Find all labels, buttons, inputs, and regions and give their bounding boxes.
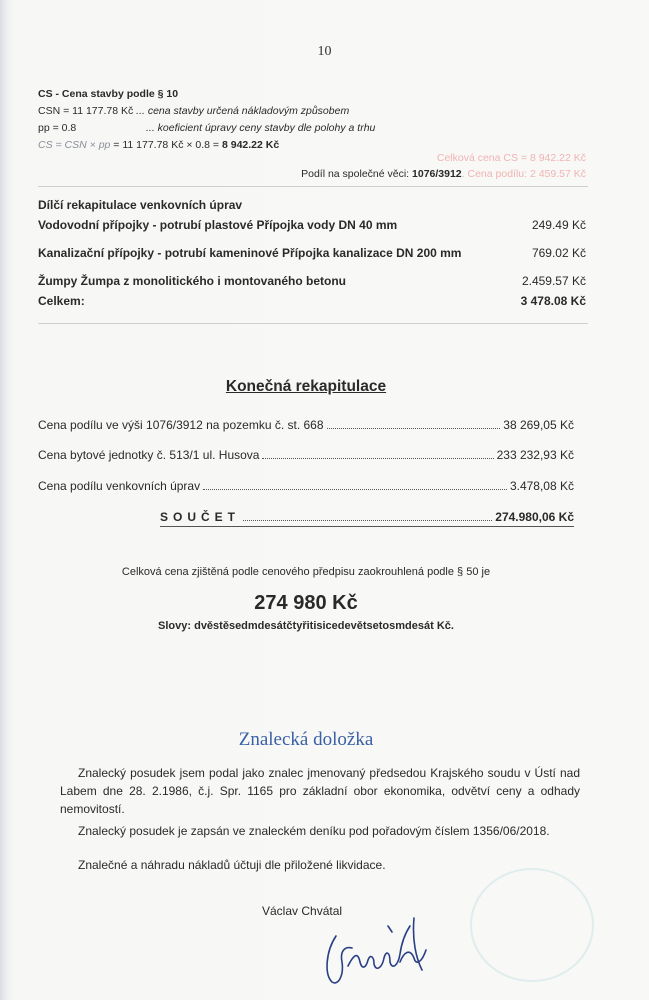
dilci-row	[38, 271, 586, 291]
dilci-rekapitulace	[38, 196, 586, 311]
dilci-total-label: Celkem:	[38, 293, 85, 308]
sum-value: 274.980,06 Kč	[495, 510, 574, 524]
total-amount: 274 980 Kč	[254, 592, 358, 614]
final-row-label: Cena bytové jednotky č. 513/1 ul. Husova	[38, 448, 260, 462]
cs-result-bold: 8 942.22 Kč	[221, 139, 280, 151]
cs-result: = 11 177.78 Kč × 0.8 =	[110, 139, 222, 151]
pp-note: ... koeficient úpravy ceny stavby dle polohy a trhu	[146, 122, 376, 134]
dot-leader	[262, 449, 493, 459]
dilci-total-value: 3 478.08 Kč	[520, 294, 586, 308]
dilci-title: Dílčí rekapitulace venkovních úprav	[38, 198, 243, 212]
final-row	[38, 448, 574, 462]
share-line	[301, 166, 586, 182]
final-row-label: Cena podílu venkovních úprav	[38, 479, 201, 493]
share-price: . Cena podílu: 2 459.57 Kč	[461, 168, 586, 180]
dot-leader	[243, 511, 492, 521]
signature-image	[318, 896, 438, 991]
pp-value: pp = 0.8	[38, 122, 77, 134]
final-row-value: 3.478,08 Kč	[509, 479, 574, 493]
cs-title: CS - Cena stavby podle § 10	[38, 88, 179, 100]
cs-section	[38, 86, 588, 154]
total-intro: Celková cena zjištěná podle cenového předpisu zaokrouhlená podle § 50 je	[121, 566, 491, 578]
total-words: Slovy: dvěstěsedmdesátčtyřitisicedevětsetosmdesát Kč.	[158, 620, 454, 632]
csn-note: ... cena stavby určená nákladovým způsobem	[133, 105, 350, 117]
final-row-label: Cena podílu ve výši 1076/3912 na pozemku č. st. 668	[38, 418, 324, 432]
final-heading: Konečná rekapitulace	[225, 378, 387, 395]
doloz-paragraph: Znalečné a náhradu nákladů účtuji dle přiložené likvidace.	[78, 858, 386, 872]
dot-leader	[327, 419, 501, 429]
dilci-row-value: 769.02 Kč	[531, 246, 586, 260]
divider	[38, 323, 588, 324]
dilci-row-label: Vodovodní přípojky - potrubí plastové Přípojka vody DN 40 mm	[38, 217, 398, 232]
dot-leader	[203, 480, 507, 490]
stamp-mark	[470, 868, 594, 982]
signer-name: Václav Chvátal	[262, 904, 343, 918]
final-row	[38, 479, 574, 493]
dilci-row-value: 2.459.57 Kč	[521, 274, 586, 288]
cs-totals	[301, 150, 586, 182]
dilci-row	[38, 235, 586, 271]
dilci-row-value: 249.49 Kč	[531, 218, 586, 232]
share-value: 1076/3912	[412, 168, 462, 180]
final-row	[38, 418, 574, 432]
doloz-paragraph: Znalecký posudek je zapsán ve znaleckém deníku pod pořadovým číslem 1356/06/2018.	[78, 824, 550, 838]
total-cs: Celková cena CS = 8 942.22 Kč	[436, 152, 586, 164]
doloz-paragraph: Znalecký posudek jsem podal jako znalec jmenovaný předsedou Krajského soudu v Ústí nad Labem dne 28. 2.1986, č.j. Spr. 1165 pro základní obor ekonomika, odvětví ceny a odhady nemovitostí.	[60, 766, 580, 816]
cs-formula: CS = CSN × pp	[38, 139, 111, 151]
dilci-title-row	[38, 196, 586, 215]
csn-value: CSN = 11 177.78 Kč	[38, 105, 134, 117]
dilci-row	[38, 215, 586, 235]
final-row-value: 233 232,93 Kč	[496, 448, 574, 462]
dilci-row-label: Kanalizační přípojky - potrubí kameninové Přípojka kanalizace DN 200 mm	[38, 245, 462, 260]
doloz-heading: Znalecká doložka	[238, 729, 374, 750]
pp-line	[38, 120, 588, 137]
page-number: 10	[317, 44, 332, 59]
sum-row	[160, 510, 574, 527]
sum-label: SOUČET	[160, 510, 241, 524]
share-label: Podíl na společné věci:	[301, 168, 413, 180]
final-row-value: 38 269,05 Kč	[503, 418, 574, 432]
dilci-row-label: Žumpy Žumpa z monolitického i montovaného betonu	[38, 273, 347, 288]
dilci-total-row	[38, 291, 586, 311]
csn-line	[38, 103, 588, 120]
divider	[38, 186, 588, 187]
